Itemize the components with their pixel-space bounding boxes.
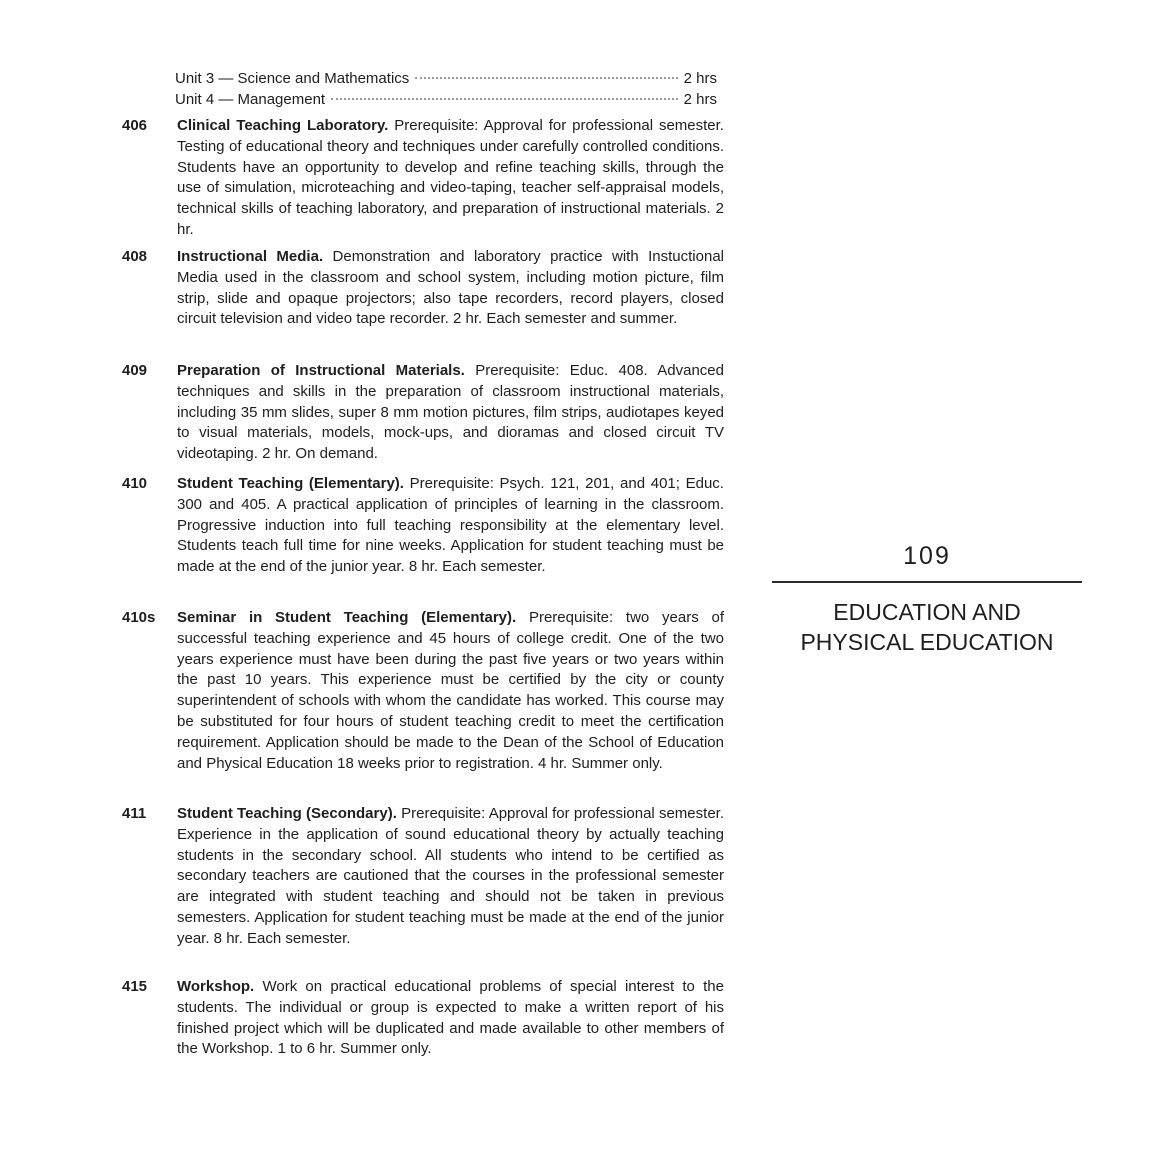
course-410s [122,608,724,774]
course-text: Prerequisite: Psych. 121, 201, and 401; Educ. 300 and 405. A practical application of principles of learning in the classroom. Progressive induction into full teaching responsibility at the elementary level. Students teach full time for nine weeks. Application for student teaching must be made at the end of the junior year. 8 hr. Each semester. [177,475,724,576]
course-number: 410s [122,609,156,626]
course-description [177,361,724,465]
course-415 [122,977,724,1060]
course-description [177,804,724,950]
course-title: Seminar in Student Teaching (Elementary). [177,609,517,626]
unit-row [175,68,717,89]
course-408 [122,247,724,330]
section-header [772,540,1082,657]
course-title: Workshop. [177,978,255,995]
course-description [177,977,724,1060]
department-line: PHYSICAL EDUCATION [800,629,1054,655]
unit-hours: 2 hrs [683,70,717,87]
course-409 [122,361,724,465]
unit-hours: 2 hrs [683,91,717,108]
divider [772,581,1082,583]
course-title: Preparation of Instructional Materials. [177,362,465,379]
dot-leader [415,77,677,79]
course-title: Student Teaching (Secondary). [177,805,397,822]
unit-list [175,68,717,110]
unit-row [175,89,717,110]
course-number: 408 [122,248,148,265]
course-410 [122,474,724,578]
course-number: 411 [122,805,147,822]
course-number: 406 [122,117,148,134]
course-number: 409 [122,362,148,379]
course-text: Prerequisite: Approval for professional semester. Experience in the application of sound educational theory by actually teaching students in the secondary school. All students who intend to be certified as secondary teachers are cautioned that the courses in the professional semester are integrated with student teaching and should not be taken in previous semesters. Application for student teaching must be made at the end of the junior year. 8 hr. Each semester. [177,805,724,947]
course-description [177,608,724,774]
course-number: 415 [122,978,148,995]
unit-title: Unit 4 — Management [175,91,326,108]
course-number: 410 [122,475,148,492]
course-text: Prerequisite: Educ. 408. Advanced techniques and skills in the preparation of classroom instructional materials, including 35 mm slides, super 8 mm motion pictures, film strips, audiotapes keyed to visual materials, models, mock-ups, and dioramas and closed circuit TV videotaping. 2 hr. On demand. [177,362,724,463]
page-number: 109 [903,542,951,570]
course-text: Prerequisite: Approval for professional semester. Testing of educational theory and techniques under carefully controlled conditions. Students have an opportunity to develop and refine teaching skills, through the use of simulation, microteaching and video-taping, teacher self-appraisal models, technical skills of teaching laboratory, and preparation of instructional materials. 2 hr. [177,117,724,238]
course-411 [122,804,724,950]
course-title: Instructional Media. [177,248,324,265]
course-description [177,247,724,330]
department-line: EDUCATION AND [833,599,1021,625]
course-title: Student Teaching (Elementary). [177,475,404,492]
course-text: Work on practical educational problems of special interest to the students. The individual or group is expected to make a written report of his finished project which will be duplicated and made available to other members of the Workshop. 1 to 6 hr. Summer only. [177,978,724,1058]
course-description [177,116,724,241]
unit-title: Unit 3 — Science and Mathematics [175,70,410,87]
course-title: Clinical Teaching Laboratory. [177,117,389,134]
course-text: Demonstration and laboratory practice with Instuctional Media used in the classroom and school system, including motion picture, film strip, slide and opaque projectors; also tape recorders, record players, closed circuit television and video tape recorder. 2 hr. Each semester and summer. [177,248,724,328]
department-title [772,597,1082,657]
course-406 [122,116,724,241]
course-description [177,474,724,578]
dot-leader [331,98,678,100]
course-text: Prerequisite: two years of successful teaching experience and 45 hours of college credit. One of the two years experience must have been during the past five years or two years within the past 10 years. This experience must be certified by the city or county superintendent of schools with whom the candidate has worked. This course may be substituted for four hours of student teaching credit to meet the certification requirement. Application should be made to the Dean of the School of Education and Physical Education 18 weeks prior to registration. 4 hr. Summer only. [177,609,724,772]
